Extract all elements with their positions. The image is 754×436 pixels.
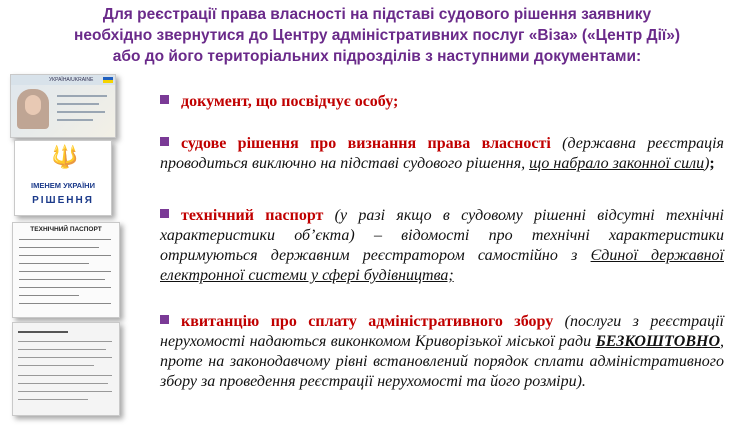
form-line bbox=[19, 255, 111, 256]
receipt-line bbox=[18, 375, 112, 376]
id-card-field-line bbox=[57, 111, 105, 113]
form-line bbox=[19, 287, 111, 288]
list-item-court-decision bbox=[160, 134, 724, 174]
item-description: (у разі якщо в судовому рішенні відсутні технічні характеристики об’єкта) – відомості про технічні характеристики отримуються державним реєстратором самостійно з bbox=[160, 207, 724, 264]
form-line bbox=[19, 271, 111, 272]
id-card-header-text: УКРАЇНА/UKRAINE bbox=[49, 77, 94, 83]
receipt-line bbox=[18, 331, 68, 333]
receipt-line bbox=[18, 391, 112, 392]
item-description: (послуги з реєстрації нерухомості надаються виконкомом Криворізької міської ради bbox=[160, 313, 725, 350]
list-item-identity-document bbox=[160, 92, 724, 112]
trident-emblem-icon: 🔱 bbox=[51, 145, 79, 170]
id-card-field-line bbox=[57, 103, 99, 105]
form-line bbox=[19, 279, 105, 280]
portrait-photo bbox=[17, 89, 49, 129]
receipt-line bbox=[18, 357, 112, 358]
receipt-line bbox=[18, 399, 88, 400]
receipt-line bbox=[18, 365, 94, 366]
item-title: документ, що посвідчує особу; bbox=[181, 93, 399, 110]
form-line bbox=[19, 263, 89, 264]
free-of-charge-text: БЕЗКОШТОВНО bbox=[595, 333, 720, 350]
item-title: судове рішення про визнання права власності bbox=[181, 135, 551, 152]
item-underlined-text: що набрало законної сили bbox=[529, 155, 705, 172]
list-item-technical-passport bbox=[160, 206, 724, 286]
bullet-icon bbox=[160, 137, 169, 146]
form-line bbox=[19, 295, 79, 296]
item-description-end: ) bbox=[704, 155, 710, 172]
item-title: технічний паспорт bbox=[181, 207, 324, 224]
item-underlined-text: Єдиної державної електронної системи у сфері будівництва; bbox=[160, 247, 724, 284]
decision-word: РІШЕННЯ bbox=[32, 195, 94, 206]
title-line-1: Для реєстрації права власності на підставі судового рішення заявнику bbox=[102, 6, 652, 23]
id-card-field-line bbox=[57, 119, 93, 121]
passport-title: ТЕХНІЧНИЙ ПАСПОРТ bbox=[30, 226, 102, 233]
payment-receipt-thumbnail bbox=[12, 322, 120, 416]
technical-passport-thumbnail bbox=[12, 222, 120, 318]
id-card-field-line bbox=[57, 95, 107, 97]
item-description-end: , проте на законодавчому рівні встановлений порядок сплати адміністративного збору за проведення реєстрації нерухомості та його розміри). bbox=[160, 333, 724, 390]
id-card-thumbnail bbox=[10, 74, 116, 138]
title-line-2: необхідно звернутися до Центру адміністративних послуг «Віза» («Центр Дії») bbox=[73, 27, 681, 44]
decision-heading: ІМЕНЕМ УКРАЇНИ bbox=[31, 181, 95, 190]
bullet-icon bbox=[160, 315, 169, 324]
form-line bbox=[19, 303, 111, 304]
receipt-line bbox=[18, 349, 106, 350]
form-line bbox=[19, 247, 99, 248]
court-decision-thumbnail bbox=[14, 140, 112, 216]
flag-icon bbox=[103, 77, 113, 83]
title-line-3: або до його територіальних підрозділів з наступними документами: bbox=[112, 48, 642, 65]
bullet-icon bbox=[160, 95, 169, 104]
item-description: (державна реєстрація проводиться виключно на підставі судового рішення, bbox=[160, 135, 724, 172]
list-item-fee-receipt bbox=[160, 312, 724, 392]
receipt-line bbox=[18, 341, 112, 342]
receipt-line bbox=[18, 383, 108, 384]
bullet-icon bbox=[160, 209, 169, 218]
item-terminator: ; bbox=[709, 155, 715, 172]
item-title: квитанцію про сплату адміністративного збору bbox=[181, 313, 554, 330]
form-line bbox=[19, 239, 111, 240]
page-title bbox=[20, 4, 734, 67]
